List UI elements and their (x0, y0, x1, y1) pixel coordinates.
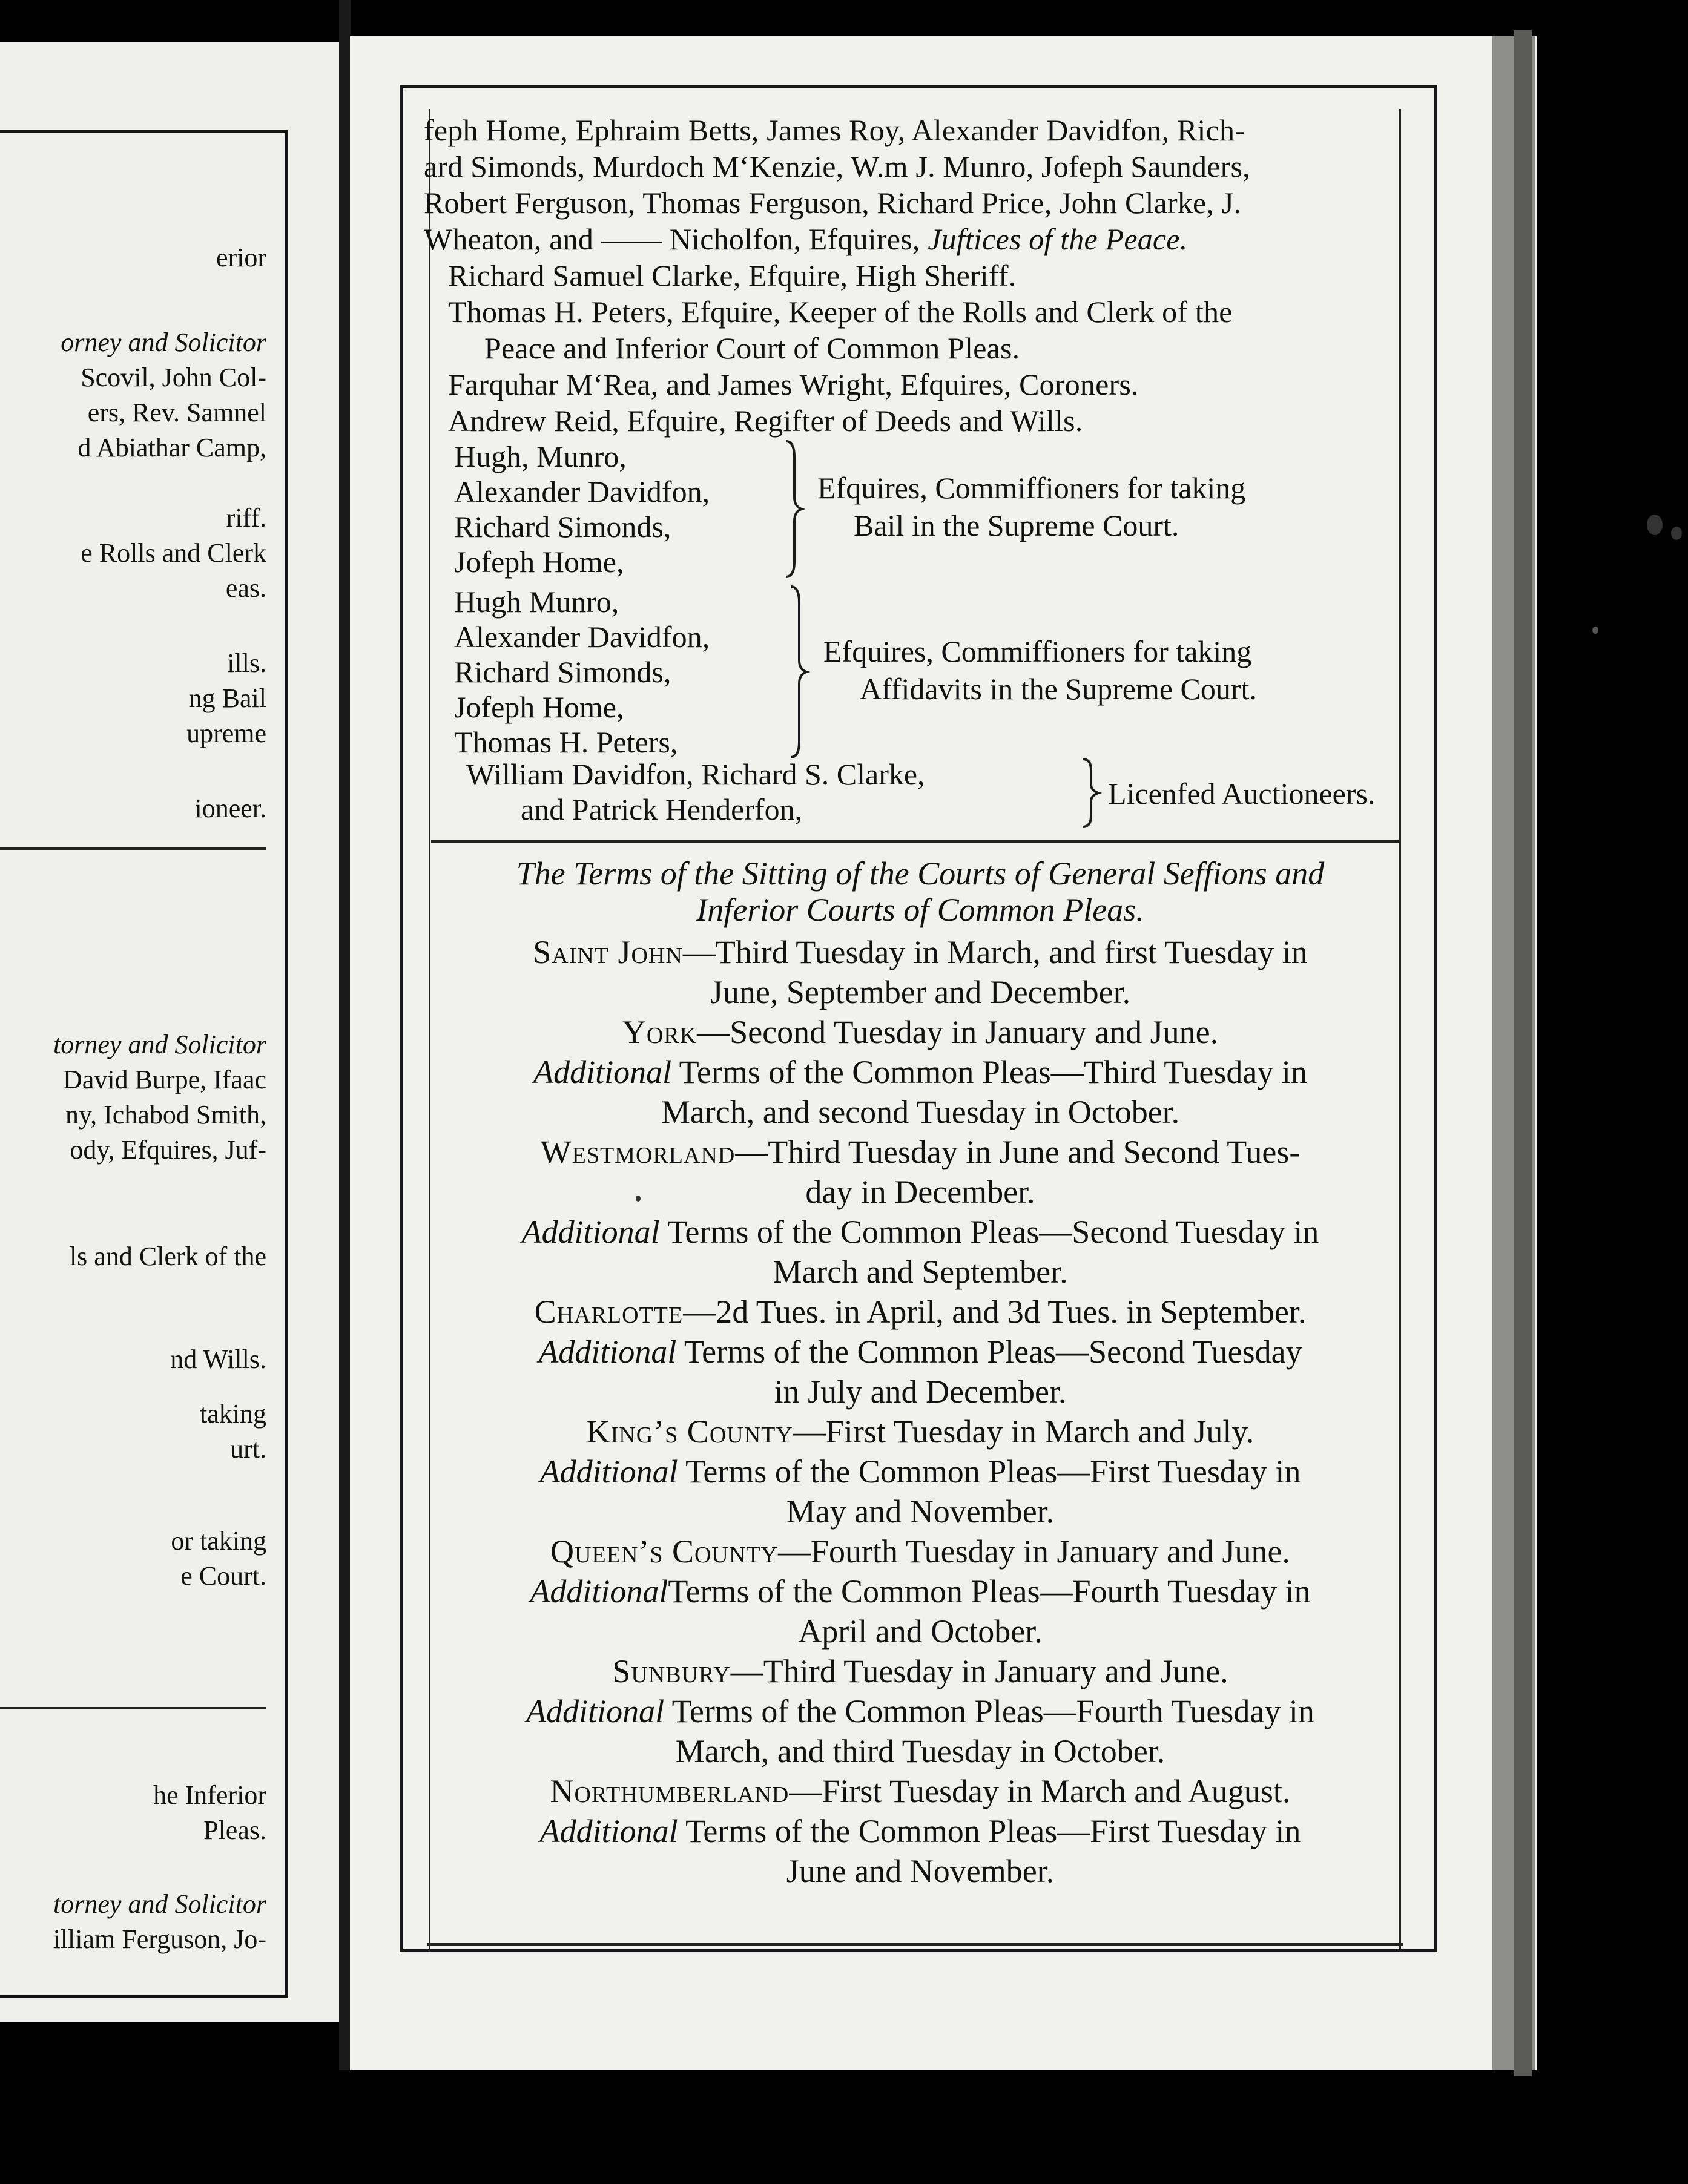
commissioner-name: Hugh, Munro, (454, 439, 627, 473)
additional-label: Additional (539, 1453, 678, 1490)
auctioneer-name: William Davidfon, Richard S. Clarke, (466, 757, 925, 791)
term-text-continued: April and October. (798, 1613, 1043, 1650)
county-name: York (622, 1014, 697, 1050)
left-page-line: ls and Clerk of the (69, 1242, 266, 1271)
left-page-line: ills. (227, 648, 266, 678)
commissioner-name: Hugh Munro, (454, 585, 619, 619)
additional-term-line (424, 1452, 1417, 1492)
additional-term-line (424, 1571, 1417, 1611)
page-frame-bottom-rule (427, 1943, 1403, 1946)
additional-label: Additional (538, 1334, 677, 1370)
term-text-continued: June, September and December. (710, 974, 1131, 1010)
term-text-continued: March and September. (773, 1254, 1068, 1290)
term-text: —Third Tuesday in January and June. (730, 1653, 1228, 1689)
county-name: King’s County (586, 1413, 793, 1450)
additional-label: Additional (526, 1693, 665, 1729)
commissioner-name: Alexander Davidfon, (454, 620, 710, 654)
term-text-continued: in July and December. (774, 1373, 1067, 1410)
officer-line: feph Home, Ephraim Betts, James Roy, Alexander Davidfon, Rich- (424, 113, 1245, 147)
county-name: Queen’s County (550, 1533, 778, 1570)
additional-label: Additional (521, 1214, 660, 1250)
scan-speck (1592, 627, 1598, 634)
additional-term-line (424, 1212, 1417, 1252)
left-page-line: torney and Solicitor (53, 1030, 266, 1059)
term-text: Terms of the Common Pleas—Third Tuesday in (671, 1054, 1307, 1090)
term-text-continued: day in December. (805, 1174, 1035, 1210)
left-page-line: ng Bail (188, 683, 266, 713)
scan-speck (636, 1196, 641, 1202)
term-text: —Third Tuesday in June and Second Tues- (735, 1134, 1301, 1170)
county-name: Saint John (533, 934, 683, 970)
term-text-continued: March, and third Tuesday in October. (675, 1733, 1165, 1769)
scan-speck (1671, 527, 1682, 540)
county-term-line (424, 1412, 1417, 1452)
term-text: Terms of the Common Pleas—Fourth Tuesday in (664, 1693, 1314, 1729)
county-term-line (424, 1012, 1417, 1052)
register-line: Andrew Reid, Efquire, Regifter of Deeds and Wills. (448, 404, 1083, 438)
term-text: —Second Tuesday in January and June. (697, 1014, 1219, 1050)
sheriff-line: Richard Samuel Clarke, Efquire, High Sheriff. (448, 258, 1017, 292)
bail-commissioners (454, 439, 1362, 584)
county-term-line (424, 1651, 1417, 1691)
section-divider (431, 840, 1400, 843)
left-page-line: e Rolls and Clerk (81, 538, 266, 568)
officer-line: Wheaton, and —— Nicholfon, Efquires, (424, 222, 920, 256)
left-page-line: eas. (225, 573, 266, 603)
affidavit-commissioners-label-continued: Affidavits in the Supreme Court. (860, 672, 1257, 706)
left-page-line: orney and Solicitor (61, 327, 266, 357)
page-edge-shadow (1514, 30, 1532, 2076)
left-page-border (285, 133, 288, 1998)
additional-label: Additional (530, 1573, 668, 1610)
term-text: Terms of the Common Pleas—Fourth Tuesday in (668, 1573, 1311, 1610)
affidavit-commissioners-label: Efquires, Commiffioners for taking (823, 634, 1252, 668)
term-text: Terms of the Common Pleas—First Tuesday in (678, 1813, 1301, 1849)
commissioner-name: Jofeph Home, (454, 690, 624, 724)
term-text: —Third Tuesday in March, and first Tuesday in (682, 934, 1308, 970)
additional-term-line (424, 1691, 1417, 1731)
additional-label: Additional (539, 1813, 678, 1849)
term-text-continued: March, and second Tuesday in October. (661, 1094, 1180, 1130)
left-page-line: he Inferior (153, 1780, 266, 1810)
county-name: Northumberland (550, 1773, 790, 1809)
commissioner-name: Richard Simonds, (454, 655, 671, 689)
affidavit-commissioners (454, 584, 1362, 766)
term-text-continued: May and November. (786, 1493, 1055, 1530)
auctioneer-name: and Patrick Henderfon, (521, 792, 803, 826)
left-page-line: erior (216, 243, 266, 272)
county-term-line (424, 1531, 1417, 1571)
county-term-line (424, 1292, 1417, 1332)
curly-brace-icon (781, 439, 805, 579)
term-text: Terms of the Common Pleas—First Tuesday in (678, 1453, 1301, 1490)
auctioneers (466, 757, 1411, 835)
county-name: Charlotte (534, 1294, 684, 1330)
left-page-line: David Burpe, Ifaac (63, 1065, 266, 1094)
county-term-line (424, 1132, 1417, 1172)
justices-label: Juftices of the Peace. (928, 222, 1188, 256)
term-text: Terms of the Common Pleas—Second Tuesday in (659, 1214, 1319, 1250)
left-page-text (0, 42, 285, 2022)
officer-line: Robert Ferguson, Thomas Ferguson, Richard Price, John Clarke, J. (424, 186, 1242, 220)
term-text: —First Tuesday in March and July. (793, 1413, 1254, 1450)
left-page-line: Pleas. (203, 1815, 266, 1845)
keeper-line: Thomas H. Peters, Efquire, Keeper of the Rolls and Clerk of the (448, 295, 1233, 329)
left-page-line: illiam Ferguson, Jo- (53, 1924, 266, 1954)
coroners-line: Farquhar M‘Rea, and James Wright, Efquires, Coroners. (448, 367, 1139, 401)
county-name: Sunbury (612, 1653, 731, 1689)
terms-heading-continued: Inferior Courts of Common Pleas. (696, 892, 1144, 928)
left-page-line: ody, Efquires, Juf- (70, 1135, 266, 1165)
curly-brace-icon (1078, 757, 1102, 829)
county-term-line (424, 932, 1417, 972)
commissioner-name: Alexander Davidfon, (454, 475, 710, 508)
additional-term-line (424, 1332, 1417, 1372)
bail-commissioners-label-continued: Bail in the Supreme Court. (854, 508, 1179, 542)
left-page-line: urt. (230, 1434, 266, 1464)
term-text: —Fourth Tuesday in January and June. (777, 1533, 1290, 1570)
additional-label: Additional (533, 1054, 672, 1090)
left-page-line: d Abiathar Camp, (77, 433, 266, 462)
additional-term-line (424, 1811, 1417, 1851)
term-text: Terms of the Common Pleas—Second Tuesday (676, 1334, 1302, 1370)
left-page-line: upreme (186, 719, 266, 748)
commissioner-name: Thomas H. Peters, (454, 725, 678, 759)
county-term-line (424, 1771, 1417, 1811)
additional-term-line (424, 1052, 1417, 1092)
left-page-line: or taking (171, 1526, 266, 1556)
left-page-line: ers, Rev. Samnel (87, 398, 266, 427)
left-page-line: nd Wills. (170, 1344, 266, 1374)
left-page-line: ny, Ichabod Smith, (65, 1100, 266, 1130)
left-page-line: taking (200, 1399, 266, 1429)
keeper-line-continued: Peace and Inferior Court of Common Pleas. (484, 331, 1020, 365)
scan-speck (1647, 515, 1663, 535)
term-text: —2d Tues. in April, and 3d Tues. in September. (683, 1294, 1307, 1330)
left-page-line: Scovil, John Col- (81, 363, 266, 392)
commissioner-name: Jofeph Home, (454, 545, 624, 579)
left-page-line: riff. (226, 503, 266, 533)
left-page (0, 42, 339, 2022)
justices-line (424, 221, 1417, 257)
book-gutter (339, 0, 351, 2070)
term-text-continued: June and November. (786, 1853, 1055, 1889)
left-page-line: e Court. (180, 1561, 266, 1591)
left-page-line: torney and Solicitor (53, 1889, 266, 1919)
term-text: —First Tuesday in March and August. (789, 1773, 1291, 1809)
auctioneers-label: Licenfed Auctioneers. (1108, 777, 1376, 811)
curly-brace-icon (786, 584, 810, 760)
bail-commissioners-label: Efquires, Commiffioners for taking (817, 471, 1246, 505)
left-page-line: ioneer. (194, 794, 266, 823)
commissioner-name: Richard Simonds, (454, 510, 671, 544)
county-name: Westmorland (540, 1134, 736, 1170)
terms-heading: The Terms of the Sitting of the Courts of General Seffions and (516, 855, 1325, 892)
officer-line: ard Simonds, Murdoch M‘Kenzie, W.m J. Munro, Jofeph Saunders, (424, 150, 1250, 183)
